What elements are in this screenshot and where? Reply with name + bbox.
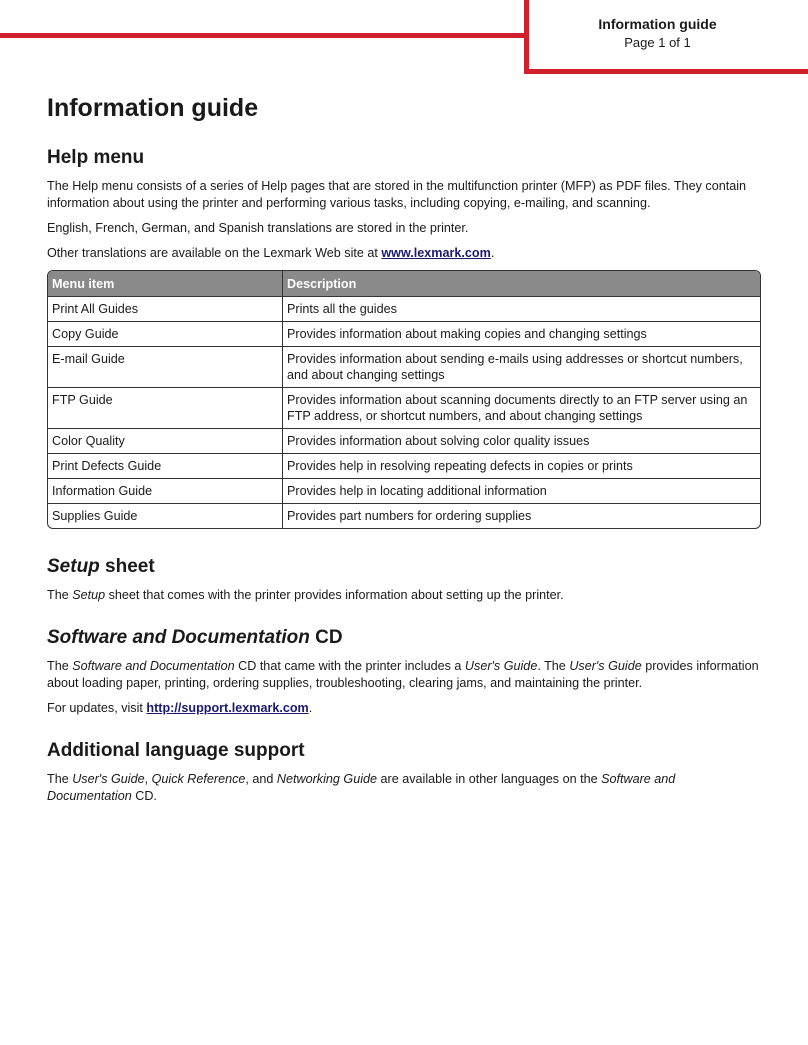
text: . [490, 246, 495, 260]
table-cell-menu-item: Information Guide [48, 478, 283, 503]
header-divider [524, 0, 529, 73]
help-menu-paragraph-1: The Help menu consists of a series of Help pages that are stored in the multifunction printer (MFP) as PDF files. They contain information about using the printer and performing various tasks, including copying, e-mailing, and scanning. [47, 179, 747, 210]
header-box-rule [524, 69, 808, 74]
text-em: User's Guide [464, 659, 538, 673]
table-cell-description: Provides help in locating additional information [283, 478, 760, 503]
heading-em: Setup [47, 556, 100, 577]
table-cell-menu-item: Supplies Guide [48, 503, 283, 528]
column-header-menu-item: Menu item [48, 271, 283, 296]
table-header-row [48, 271, 760, 296]
table-row [48, 346, 760, 387]
table-cell-menu-item: Print All Guides [48, 296, 283, 321]
table-cell-menu-item: E-mail Guide [48, 346, 283, 387]
header-page-number: Page 1 of 1 [624, 35, 691, 50]
table-cell-description: Prints all the guides [283, 296, 760, 321]
text: provides information about loading paper, printing, ordering supplies, troubleshooting, clearing jams, and maintaining the printer. [47, 659, 759, 690]
text: The [47, 772, 73, 786]
text-em: Quick Reference [151, 772, 246, 786]
text: , and [245, 772, 277, 786]
table-row [48, 428, 760, 453]
software-section [47, 626, 761, 717]
table-row [48, 296, 760, 321]
table-row [48, 387, 760, 428]
help-menu-section [47, 146, 761, 529]
text: Other translations are available on the Lexmark Web site at [47, 246, 382, 260]
table-cell-description: Provides information about making copies and changing settings [283, 321, 760, 346]
text: sheet that comes with the printer provides information about setting up the printer. [105, 588, 564, 602]
heading-rest: sheet [99, 556, 155, 577]
table-cell-menu-item: Print Defects Guide [48, 453, 283, 478]
table-cell-menu-item: FTP Guide [48, 387, 283, 428]
text: . [308, 701, 313, 715]
language-heading: Additional language support [47, 740, 305, 761]
text: The [47, 588, 73, 602]
table-row [48, 503, 760, 528]
support-link[interactable]: http://support.lexmark.com [146, 701, 309, 715]
table-cell-description: Provides part numbers for ordering supplies [283, 503, 760, 528]
page-title: Information guide [47, 94, 259, 122]
table-cell-description: Provides information about scanning documents directly to an FTP server using an FTP address, or shortcut numbers, and about changing settings [283, 387, 760, 428]
help-menu-paragraph-3 [47, 245, 761, 262]
text: For updates, visit [47, 701, 147, 715]
text: are available in other languages on the [377, 772, 602, 786]
help-menu-paragraph-2: English, French, German, and Spanish translations are stored in the printer. [47, 221, 469, 235]
text: The [47, 659, 73, 673]
text: , [144, 772, 152, 786]
text: CD. [131, 789, 157, 803]
text-em: Setup [72, 588, 106, 602]
text-em: Software and Documentation [47, 772, 676, 803]
text-em: User's Guide [72, 772, 145, 786]
text-em: Networking Guide [276, 772, 378, 786]
language-paragraph [47, 771, 761, 805]
table-row [48, 453, 760, 478]
software-paragraph-2 [47, 700, 761, 717]
menu-table [47, 270, 761, 529]
heading-em: Software and Documentation [47, 627, 310, 648]
table-row [48, 478, 760, 503]
column-header-description: Description [283, 271, 760, 296]
software-heading [47, 626, 761, 650]
header-rule [0, 33, 528, 38]
table-cell-description: Provides help in resolving repeating defects in copies or prints [283, 453, 760, 478]
software-paragraph-1 [47, 658, 761, 692]
lexmark-link[interactable]: www.lexmark.com [381, 246, 491, 260]
table-cell-menu-item: Color Quality [48, 428, 283, 453]
setup-paragraph [47, 587, 761, 604]
setup-section [47, 555, 761, 604]
help-menu-heading: Help menu [47, 147, 145, 168]
language-section [47, 739, 761, 805]
table-cell-description: Provides information about sending e-mails using addresses or shortcut numbers, and about changing settings [283, 346, 760, 387]
text: . The [537, 659, 570, 673]
setup-heading [47, 555, 761, 579]
text-em: User's Guide [569, 659, 642, 673]
table-row [48, 321, 760, 346]
table-cell-menu-item: Copy Guide [48, 321, 283, 346]
header-title: Information guide [598, 16, 717, 32]
text: CD that came with the printer includes a [234, 659, 465, 673]
heading-rest: CD [309, 627, 343, 648]
text-em: Software and Documentation [72, 659, 235, 673]
table-cell-description: Provides information about solving color quality issues [283, 428, 760, 453]
document-body [47, 92, 761, 813]
